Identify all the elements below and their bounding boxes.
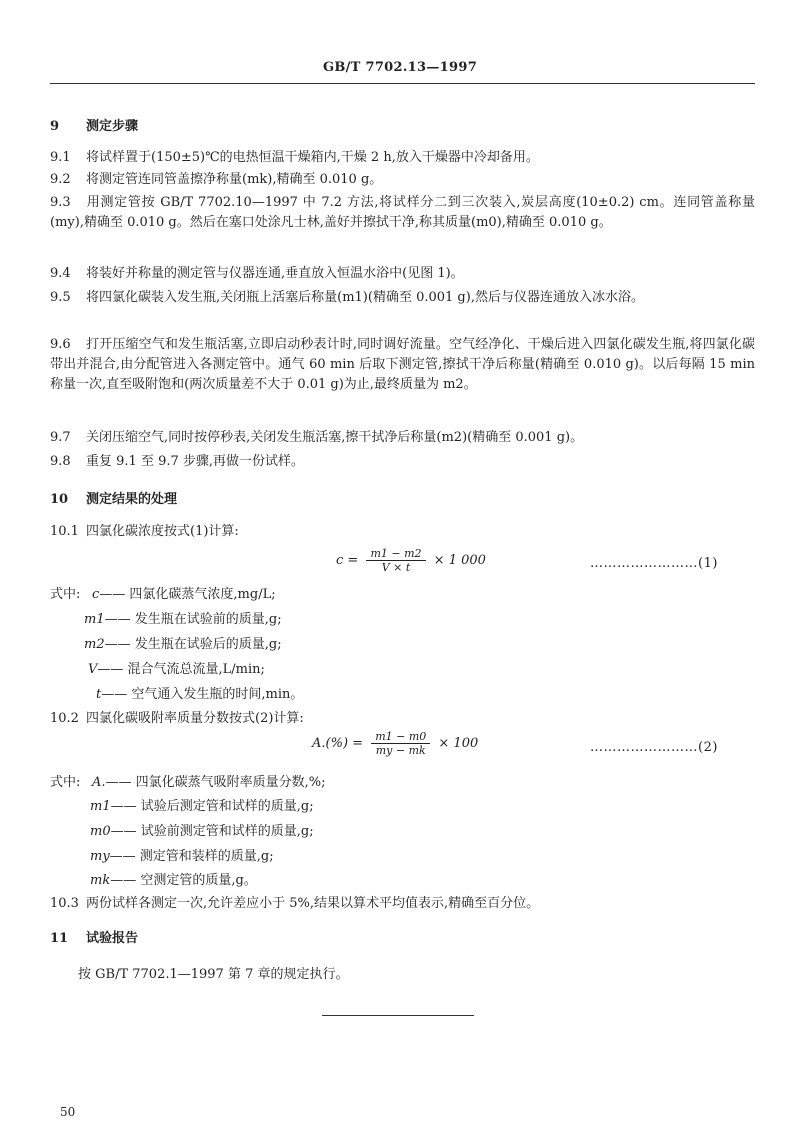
definition-symbol: m0 — [90, 824, 111, 839]
definition-text: —— 试验前测定管和试样的质量,g; — [110, 824, 314, 839]
clause-9-8 — [50, 452, 755, 472]
equation-lhs: c = — [336, 553, 359, 568]
clause-number: 9.6 — [50, 337, 71, 352]
where-lead: 式中: — [50, 587, 81, 602]
clause-10-1 — [50, 520, 239, 539]
header-rule — [50, 83, 755, 84]
definition-text: —— 试验后测定管和试样的质量,g; — [110, 799, 314, 814]
clause-number: 9.8 — [50, 454, 71, 469]
section-number: 9 — [50, 119, 60, 134]
definition-symbol: my — [90, 849, 110, 864]
section-10-heading — [50, 488, 177, 507]
definition-symbol: t — [96, 687, 102, 702]
definition-text: —— 混合气流总流量,L/min; — [97, 662, 265, 677]
equation-1 — [336, 547, 486, 574]
clause-text: 关闭压缩空气,同时按停秒表,关闭发生瓶活塞,擦干拭净后称量(m2)(精确至 0.001 g)。 — [86, 430, 584, 445]
section-number: 10 — [50, 492, 69, 507]
clause-number: 9.7 — [50, 430, 71, 445]
clause-text: 将测定管连同管盖擦净称量(mk),精确至 0.010 g。 — [86, 172, 383, 187]
definition-text: —— 发生瓶在试验后的质量,g; — [104, 637, 282, 652]
clause-number: 9.1 — [50, 150, 71, 165]
definition-symbol: V — [88, 662, 98, 677]
clause-10-2 — [50, 707, 304, 726]
equation-fraction — [366, 547, 425, 574]
equation-tail: × 1 000 — [433, 553, 486, 568]
definition-row — [90, 820, 314, 839]
definition-text: —— 空测定管的质量,g。 — [110, 873, 257, 888]
definition-text: —— 四氯化碳蒸气浓度,mg/L; — [99, 587, 276, 602]
equation-1-number: ……………………(1) — [590, 556, 718, 571]
section-title: 试验报告 — [86, 931, 139, 946]
definition-row — [92, 583, 276, 602]
clause-text: 重复 9.1 至 9.7 步骤,再做一份试样。 — [86, 454, 305, 469]
equation-fraction — [371, 730, 430, 757]
clause-9-7 — [50, 428, 755, 448]
clause-number: 9.3 — [50, 195, 71, 210]
definition-row — [84, 608, 282, 627]
equation-tail: × 100 — [438, 736, 479, 751]
section-title: 测定结果的处理 — [86, 492, 178, 507]
clause-9-3 — [50, 193, 755, 233]
page-number: 50 — [60, 1105, 76, 1119]
definition-row — [90, 845, 274, 864]
clause-text: 两份试样各测定一次,允许差应小于 5%,结果以算术平均值表示,精确至百分位。 — [86, 896, 540, 911]
definition-row — [90, 869, 257, 888]
definition-row — [96, 683, 303, 702]
clause-9-4 — [50, 264, 755, 284]
clause-9-6 — [50, 335, 755, 395]
clause-9-2 — [50, 170, 755, 190]
clause-number: 10.1 — [50, 524, 79, 539]
definition-symbol: c — [92, 587, 100, 602]
clause-number: 10.2 — [50, 711, 79, 726]
equation-2 — [312, 730, 478, 757]
definition-symbol: m1 — [84, 612, 105, 627]
section-number: 11 — [50, 931, 69, 946]
definition-symbol: mk — [90, 873, 111, 888]
definition-row — [90, 795, 314, 814]
clause-number: 9.2 — [50, 172, 71, 187]
definition-symbol: m2 — [84, 637, 105, 652]
clause-9-1 — [50, 148, 755, 168]
fraction-numerator: m1 − m0 — [371, 730, 430, 744]
section-9-heading — [50, 115, 138, 134]
definition-text: —— 四氯化碳蒸气吸附率质量分数,%; — [105, 775, 326, 790]
definition-symbol: m1 — [90, 799, 111, 814]
clause-text: 将装好并称量的测定管与仪器连通,垂直放入恒温水浴中(见图 1)。 — [86, 266, 464, 281]
clause-number: 9.4 — [50, 266, 71, 281]
clause-text: 打开压缩空气和发生瓶活塞,立即启动秒表计时,同时调好流量。空气经净化、干燥后进入四氯化碳发生瓶,将四氯化碳带出并混合,由分配管进入各测定管中。通气 60 min 后取下测定管,擦拭干净后称量(精确至 0.010 g)。以后每隔 15 min 称量一次,直至吸附饱和(两次质量差不大于 0.01 g)为止,最终质量为 m2。 — [50, 337, 755, 393]
equation-lhs: A.(%) = — [312, 736, 364, 751]
fraction-numerator: m1 − m2 — [366, 547, 425, 561]
where-lead: 式中: — [50, 775, 81, 790]
clause-text: 将四氯化碳装入发生瓶,关闭瓶上活塞后称量(m1)(精确至 0.001 g),然后与仪器连通放入冰水浴。 — [86, 290, 644, 305]
definition-row — [84, 633, 282, 652]
definition-symbol: A. — [92, 775, 106, 790]
section-11-heading — [50, 927, 138, 946]
clause-text: 四氯化碳吸附率质量分数按式(2)计算: — [86, 711, 304, 726]
clause-number: 10.3 — [50, 896, 79, 911]
fraction-denominator: V × t — [381, 561, 411, 574]
where-block-1 — [50, 583, 80, 602]
section-11-text: 按 GB/T 7702.1—1997 第 7 章的规定执行。 — [78, 967, 349, 982]
clause-text: 将试样置于(150±5)℃的电热恒温干燥箱内,干燥 2 h,放入干燥器中冷却备用。 — [86, 150, 539, 165]
where-block-2 — [50, 771, 80, 790]
definition-text: —— 测定管和装样的质量,g; — [109, 849, 274, 864]
clause-9-5 — [50, 288, 755, 308]
clause-text: 四氯化碳浓度按式(1)计算: — [86, 524, 239, 539]
document-header: GB/T 7702.13—1997 — [322, 60, 478, 75]
section-title: 测定步骤 — [86, 119, 139, 134]
definition-text: —— 发生瓶在试验前的质量,g; — [104, 612, 282, 627]
fraction-denominator: my − mk — [375, 744, 426, 757]
end-rule — [322, 1015, 474, 1016]
equation-2-number: ……………………(2) — [590, 740, 718, 755]
clause-10-3 — [50, 892, 539, 911]
definition-text: —— 空气通入发生瓶的时间,min。 — [101, 687, 304, 702]
clause-number: 9.5 — [50, 290, 71, 305]
definition-row — [88, 658, 265, 677]
definition-row — [92, 771, 326, 790]
clause-text: 用测定管按 GB/T 7702.10—1997 中 7.2 方法,将试样分二到三次装入,炭层高度(10±0.2) cm。连同管盖称量(my),精确至 0.010 g。然后在塞口处涂凡士林,盖好并擦拭干净,称其质量(m0),精确至 0.010 g。 — [50, 195, 755, 231]
